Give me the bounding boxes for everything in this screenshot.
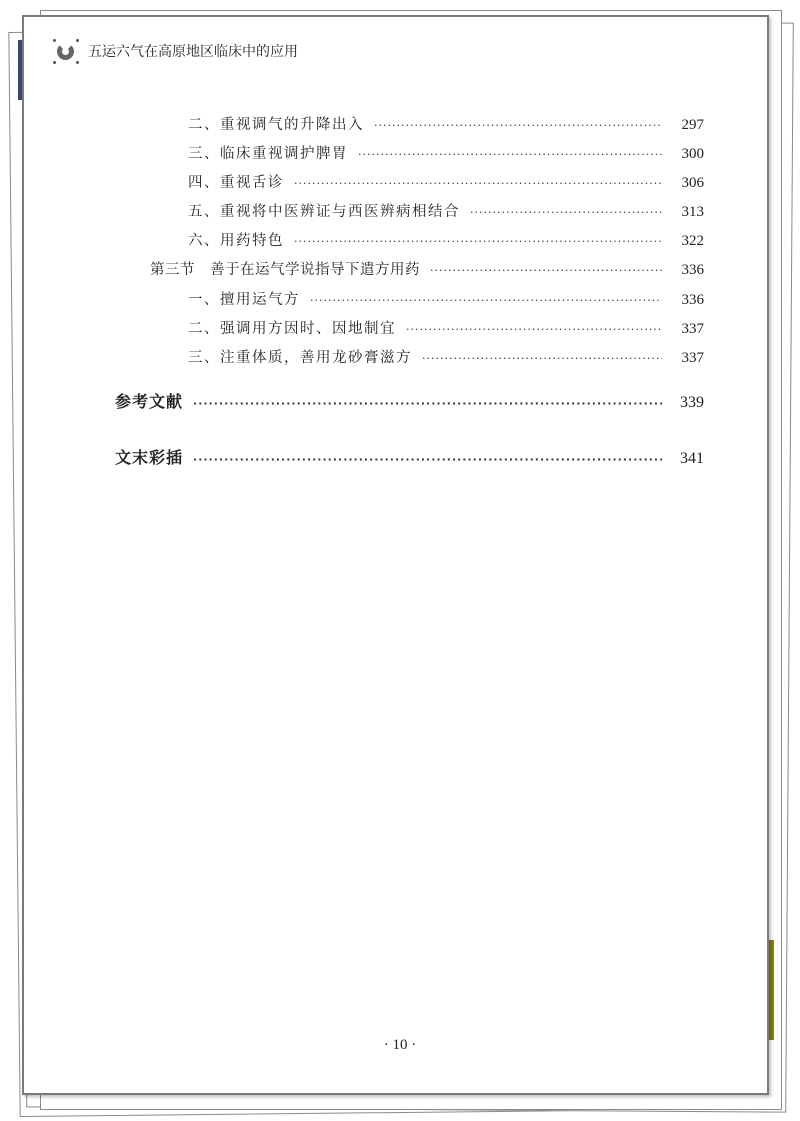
toc-entry[interactable] xyxy=(188,142,704,163)
toc-entry-title: 三、临床重视调护脾胃 xyxy=(188,146,348,162)
toc-chapter-entry[interactable] xyxy=(115,389,704,412)
toc-entry[interactable] xyxy=(150,258,704,279)
leader-dots xyxy=(294,235,662,248)
toc-entry-page: 300 xyxy=(681,146,704,162)
publisher-logo-icon xyxy=(50,35,82,67)
toc-entry-title: 四、重视舌诊 xyxy=(188,175,284,191)
leader-dots xyxy=(193,397,662,410)
leader-dots xyxy=(294,177,662,190)
toc-entry-title: 二、强调用方因时、因地制宜 xyxy=(188,321,396,337)
toc-entry[interactable] xyxy=(188,200,704,221)
toc-entry-title: 第三节 善于在运气学说指导下遣方用药 xyxy=(150,262,420,278)
toc-entry-title: 五、重视将中医辨证与西医辨病相结合 xyxy=(188,204,460,220)
toc-chapter-entry[interactable] xyxy=(115,445,704,468)
toc-entry-page: 322 xyxy=(681,233,704,249)
toc-chapter-title: 参考文献 xyxy=(115,392,184,411)
running-header xyxy=(50,35,298,67)
toc-entry[interactable] xyxy=(188,317,704,338)
leader-dots xyxy=(310,294,662,307)
leader-dots xyxy=(470,206,662,219)
leader-dots xyxy=(193,453,662,466)
toc-chapter-page: 341 xyxy=(680,450,704,467)
leader-dots xyxy=(358,148,662,161)
book-title: 五运六气在高原地区临床中的应用 xyxy=(88,44,298,60)
toc-entry-title: 六、用药特色 xyxy=(188,233,284,249)
toc-chapter-title: 文末彩插 xyxy=(115,448,184,467)
toc-entry[interactable] xyxy=(188,171,704,192)
toc-entry-title: 一、擅用运气方 xyxy=(188,292,300,308)
toc-entry[interactable] xyxy=(188,346,704,367)
toc-entry-page: 297 xyxy=(681,117,704,133)
back-page-edge-color xyxy=(769,940,774,1040)
toc-entry-title: 二、重视调气的升降出入 xyxy=(188,117,364,133)
toc-chapter-page: 339 xyxy=(680,394,704,411)
page-number: · 10 · xyxy=(383,1037,417,1053)
toc-entry-page: 337 xyxy=(681,321,704,337)
toc-entry-page: 337 xyxy=(681,350,704,366)
toc-entry[interactable] xyxy=(188,288,704,309)
leader-dots xyxy=(430,264,662,277)
toc-entry-page: 336 xyxy=(681,262,704,278)
leader-dots xyxy=(374,119,662,132)
toc-entry[interactable] xyxy=(188,229,704,250)
toc-entry-page: 313 xyxy=(681,204,704,220)
toc-entry-page: 306 xyxy=(681,175,704,191)
toc-entry-page: 336 xyxy=(681,292,704,308)
toc-entry[interactable] xyxy=(188,113,704,134)
leader-dots xyxy=(422,352,662,365)
leader-dots xyxy=(406,323,662,336)
toc-entry-title: 三、注重体质，善用龙砂膏滋方 xyxy=(188,350,412,366)
